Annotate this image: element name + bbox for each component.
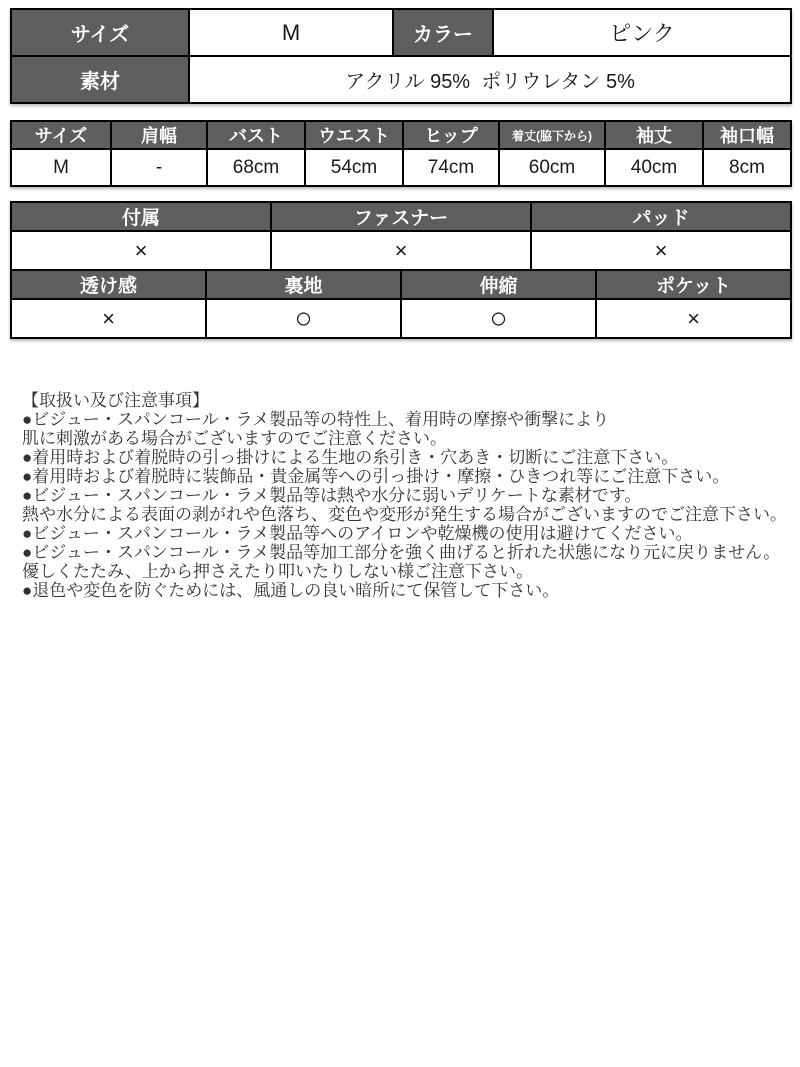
table-row (11, 270, 791, 299)
size-header: サイズ (11, 121, 111, 149)
sleeve-length-cell: 40cm (605, 149, 703, 186)
measurements-table (10, 120, 792, 187)
cuff-width-header: 袖口幅 (703, 121, 791, 149)
care-notice-line: ●ビジュー・スパンコール・ラメ製品等は熱や水分に弱いデリケートな素材です。 (22, 486, 642, 505)
fastener-header: ファスナー (271, 202, 531, 231)
length-cell: 60cm (499, 149, 605, 186)
accessories-table (10, 201, 792, 271)
length-header: 着丈(脇下から) (499, 121, 605, 149)
care-notice-line: ●着用時および着脱時の引っ掛けによる生地の糸引き・穴あき・切断にご注意下さい。 (22, 448, 679, 467)
cuff-width-cell: 8cm (703, 149, 791, 186)
accessory-mark: × (11, 231, 271, 270)
care-notice-line: ●着用時および着脱時に装飾品・貴金属等への引っ掛け・摩擦・ひきつれ等にご注意下さい。 (22, 467, 730, 486)
lining-mark: ○ (206, 299, 401, 338)
table-row (11, 56, 791, 103)
lining-header: 裏地 (206, 270, 401, 299)
sheerness-header: 透け感 (11, 270, 206, 299)
table-row (11, 149, 791, 186)
care-notice-line: ●ビジュー・スパンコール・ラメ製品等加工部分を強く曲げると折れた状態になり元に戻りません。 (22, 543, 781, 562)
care-notice (22, 391, 790, 600)
waist-cell: 54cm (305, 149, 403, 186)
care-notice-title: 【取扱い及び注意事項】 (22, 391, 209, 410)
bust-header: バスト (207, 121, 305, 149)
table-row (11, 9, 791, 56)
fastener-mark: × (271, 231, 531, 270)
care-notice-line: ●ビジュー・スパンコール・ラメ製品等の特性上、着用時の摩擦や衝撃により (22, 410, 610, 429)
color-value: ピンク (493, 9, 791, 56)
table-row (11, 121, 791, 149)
table-row (11, 299, 791, 338)
pocket-header: ポケット (596, 270, 791, 299)
pocket-mark: × (596, 299, 791, 338)
hip-header: ヒップ (403, 121, 499, 149)
care-notice-line: 肌に刺激がある場合がございますのでご注意ください。 (22, 429, 447, 448)
table-row (11, 202, 791, 231)
color-label: カラー (393, 9, 493, 56)
waist-header: ウエスト (305, 121, 403, 149)
hip-cell: 74cm (403, 149, 499, 186)
pad-mark: × (531, 231, 791, 270)
care-notice-line: ●退色や変色を防ぐためには、風通しの良い暗所にて保管して下さい。 (22, 581, 560, 600)
fabric-features-table (10, 269, 792, 339)
sheerness-mark: × (11, 299, 206, 338)
care-notice-line: ●ビジュー・スパンコール・ラメ製品等へのアイロンや乾燥機の使用は避けてください。 (22, 524, 693, 543)
stretch-header: 伸縮 (401, 270, 596, 299)
product-summary-table (10, 8, 792, 104)
table-row (11, 231, 791, 270)
size-cell: M (11, 149, 111, 186)
sleeve-length-header: 袖丈 (605, 121, 703, 149)
pad-header: パッド (531, 202, 791, 231)
care-notice-line: 優しくたたみ、上から押さえたり叩いたりしない様ご注意下さい。 (22, 562, 534, 581)
stretch-mark: ○ (401, 299, 596, 338)
accessory-header: 付属 (11, 202, 271, 231)
shoulder-width-header: 肩幅 (111, 121, 207, 149)
material-label: 素材 (11, 56, 189, 103)
material-value: アクリル 95% ポリウレタン 5% (189, 56, 791, 103)
size-label: サイズ (11, 9, 189, 56)
bust-cell: 68cm (207, 149, 305, 186)
care-notice-line: 熱や水分による表面の剥がれや色落ち、変色や変形が発生する場合がございますのでご注意下さい。 (22, 505, 787, 524)
shoulder-width-cell: - (111, 149, 207, 186)
size-value: M (189, 9, 393, 56)
